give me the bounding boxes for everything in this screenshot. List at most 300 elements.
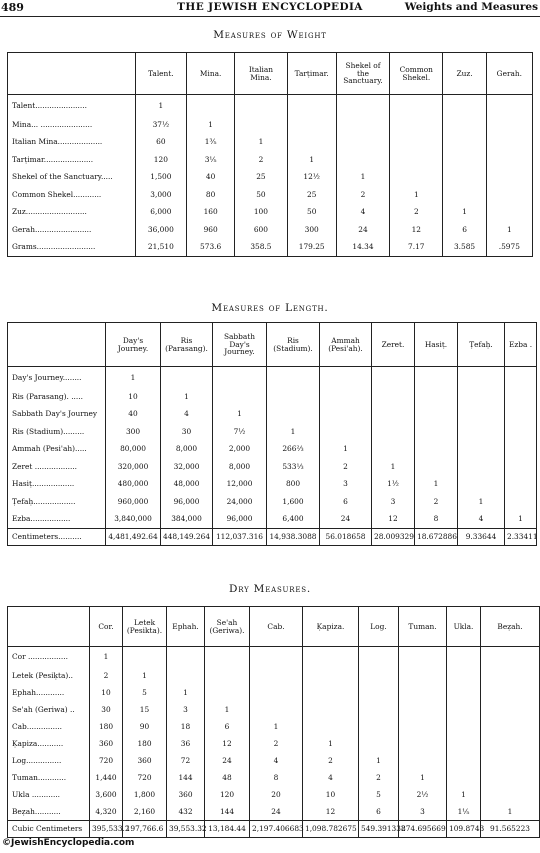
column-header: Day's Journey. xyxy=(106,323,161,367)
table-row xyxy=(8,511,537,529)
cell-value: 1⅕ xyxy=(447,804,481,821)
table-row xyxy=(8,719,540,736)
cell-value xyxy=(481,647,540,668)
row-label: Cubic Centimeters xyxy=(8,821,90,838)
column-header: Common Shekel. xyxy=(390,53,443,95)
row-label: Zeret .................. xyxy=(8,458,106,476)
cell-value xyxy=(443,186,486,204)
cell-value xyxy=(443,134,486,152)
cell-value xyxy=(486,204,532,222)
cell-value: 2,160 xyxy=(123,804,167,821)
cell-value xyxy=(399,685,447,702)
row-label: Common Shekel............ xyxy=(8,186,136,204)
cell-value: 1 xyxy=(135,95,186,117)
cell-value xyxy=(359,736,399,753)
cell-value: 4,481,492.64 xyxy=(106,528,161,546)
table-row xyxy=(8,476,537,494)
cell-value: 6 xyxy=(359,804,399,821)
cell-value: 1 xyxy=(267,423,320,441)
column-header xyxy=(8,53,136,95)
table-row xyxy=(8,406,537,424)
cell-value: 15 xyxy=(123,702,167,719)
cell-value: 96,000 xyxy=(213,511,267,529)
cell-value: 40 xyxy=(106,406,161,424)
cell-value: 96,000 xyxy=(161,493,213,511)
cell-value xyxy=(481,753,540,770)
table-row xyxy=(8,685,540,702)
cell-value xyxy=(213,367,267,389)
cell-value xyxy=(320,388,372,406)
page-header xyxy=(0,0,540,17)
cell-value: 1 xyxy=(250,719,303,736)
row-label: Talent...................... xyxy=(8,95,136,117)
column-header: Cor. xyxy=(90,607,123,647)
cell-value: 36 xyxy=(167,736,205,753)
cell-value: 5 xyxy=(123,685,167,702)
table-row xyxy=(8,186,533,204)
cell-value: 7.17 xyxy=(390,239,443,257)
row-label: Shekel of the Sanctuary..... xyxy=(8,169,136,187)
cell-value xyxy=(390,95,443,117)
cell-value xyxy=(303,685,359,702)
cell-value xyxy=(443,116,486,134)
cell-value xyxy=(167,668,205,685)
cell-value: 3.585 xyxy=(443,239,486,257)
cell-value: 6 xyxy=(205,719,250,736)
cell-value xyxy=(481,770,540,787)
table-row xyxy=(8,221,533,239)
cell-value: 6 xyxy=(443,221,486,239)
column-header: Ris (Parasang). xyxy=(161,323,213,367)
cell-value xyxy=(415,423,458,441)
cell-value: 12,000 xyxy=(213,476,267,494)
cell-value xyxy=(505,476,537,494)
cell-value: 21,510 xyxy=(135,239,186,257)
table-row xyxy=(8,95,533,117)
cell-value: 1,098.782675 xyxy=(303,821,359,838)
cell-value: 1 xyxy=(123,668,167,685)
table-row xyxy=(8,528,537,546)
column-header: Letek (Pesikta). xyxy=(123,607,167,647)
column-header: Tarṭimar. xyxy=(287,53,336,95)
page-number: 489 xyxy=(1,1,24,14)
row-label: Tarṭimar..................... xyxy=(8,151,136,169)
cell-value: 2 xyxy=(320,458,372,476)
cell-value xyxy=(213,388,267,406)
column-header: Sabbath Day's Journey. xyxy=(213,323,267,367)
header-row xyxy=(8,607,540,647)
table-row xyxy=(8,151,533,169)
header-row xyxy=(8,53,533,95)
cell-value: 91.565223 xyxy=(481,821,540,838)
cell-value xyxy=(505,458,537,476)
cell-value xyxy=(390,169,443,187)
cell-value: 13,184.44 xyxy=(205,821,250,838)
cell-value xyxy=(336,134,389,152)
row-label: Ris (Parasang). ..... xyxy=(8,388,106,406)
cell-value: 1,500 xyxy=(135,169,186,187)
cell-value: 360 xyxy=(167,787,205,804)
cell-value xyxy=(486,116,532,134)
table-row xyxy=(8,770,540,787)
cell-value: 12 xyxy=(372,511,415,529)
cell-value: 300 xyxy=(287,221,336,239)
cell-value: 18 xyxy=(167,719,205,736)
row-label: Gerah........................ xyxy=(8,221,136,239)
cell-value: 6,400 xyxy=(267,511,320,529)
cell-value: 80,000 xyxy=(106,441,161,459)
cell-value: 7½ xyxy=(213,423,267,441)
row-label: Ris (Stadium)......... xyxy=(8,423,106,441)
weight-table xyxy=(7,52,533,257)
cell-value xyxy=(336,116,389,134)
table-row xyxy=(8,804,540,821)
cell-value xyxy=(486,95,532,117)
cell-value xyxy=(390,134,443,152)
column-header: Tuman. xyxy=(399,607,447,647)
cell-value: 1 xyxy=(187,116,235,134)
cell-value xyxy=(359,719,399,736)
cell-value xyxy=(505,406,537,424)
cell-value: 39,553.32 xyxy=(167,821,205,838)
cell-value: 1 xyxy=(443,204,486,222)
cell-value: 395,533.2 xyxy=(90,821,123,838)
cell-value: 120 xyxy=(135,151,186,169)
cell-value: 1 xyxy=(390,186,443,204)
cell-value: 30 xyxy=(90,702,123,719)
cell-value: 1 xyxy=(505,511,537,529)
cell-value: 56.018658 xyxy=(320,528,372,546)
cell-value xyxy=(267,406,320,424)
cell-value: 3,600 xyxy=(90,787,123,804)
cell-value xyxy=(372,367,415,389)
cell-value: 3 xyxy=(399,804,447,821)
cell-value xyxy=(505,493,537,511)
cell-value xyxy=(320,406,372,424)
cell-value xyxy=(287,95,336,117)
cell-value: 8,000 xyxy=(161,441,213,459)
column-header: Ukla. xyxy=(447,607,481,647)
cell-value: 1 xyxy=(213,406,267,424)
table-row xyxy=(8,753,540,770)
cell-value: 48 xyxy=(205,770,250,787)
cell-value: 60 xyxy=(135,134,186,152)
table-row xyxy=(8,458,537,476)
cell-value: 1 xyxy=(106,367,161,389)
cell-value: 1 xyxy=(481,804,540,821)
cell-value: 1 xyxy=(399,770,447,787)
cell-value: 2 xyxy=(415,493,458,511)
cell-value: 1 xyxy=(486,221,532,239)
cell-value: 28.009329 xyxy=(372,528,415,546)
cell-value xyxy=(505,388,537,406)
cell-value: 180 xyxy=(123,736,167,753)
cell-value xyxy=(235,116,287,134)
cell-value: 9.33644 xyxy=(458,528,505,546)
cell-value: 1 xyxy=(372,458,415,476)
row-label: Tuman............ xyxy=(8,770,90,787)
row-label: Sabbath Day's Journey xyxy=(8,406,106,424)
column-header: Zeret. xyxy=(372,323,415,367)
row-label: Letek (Pesiḳta).. xyxy=(8,668,90,685)
cell-value: 800 xyxy=(267,476,320,494)
cell-value: 14,938.3088 xyxy=(267,528,320,546)
cell-value: 3⅕ xyxy=(187,151,235,169)
cell-value xyxy=(458,458,505,476)
row-label: Ṭefaḥ.................. xyxy=(8,493,106,511)
cell-value: 4 xyxy=(161,406,213,424)
cell-value: 1,800 xyxy=(123,787,167,804)
cell-value: 197,766.6 xyxy=(123,821,167,838)
table-row xyxy=(8,441,537,459)
table-row xyxy=(8,493,537,511)
cell-value: 573.6 xyxy=(187,239,235,257)
cell-value: 5 xyxy=(359,787,399,804)
cell-value: 4 xyxy=(458,511,505,529)
column-header: Shekel of the Sanctuary. xyxy=(336,53,389,95)
cell-value: 4 xyxy=(250,753,303,770)
cell-value: 4 xyxy=(336,204,389,222)
cell-value: 25 xyxy=(287,186,336,204)
cell-value: 180 xyxy=(90,719,123,736)
row-label: Cab............... xyxy=(8,719,90,736)
table-row xyxy=(8,821,540,838)
cell-value xyxy=(447,685,481,702)
cell-value: 4 xyxy=(303,770,359,787)
cell-value xyxy=(303,719,359,736)
cell-value: 320,000 xyxy=(106,458,161,476)
cell-value xyxy=(447,647,481,668)
cell-value: 4,320 xyxy=(90,804,123,821)
dry-table xyxy=(7,606,540,838)
cell-value xyxy=(505,423,537,441)
cell-value: 120 xyxy=(205,787,250,804)
cell-value: 37½ xyxy=(135,116,186,134)
cell-value xyxy=(505,441,537,459)
cell-value xyxy=(336,95,389,117)
cell-value: 25 xyxy=(235,169,287,187)
cell-value: 360 xyxy=(90,736,123,753)
column-header: Mina. xyxy=(187,53,235,95)
cell-value xyxy=(205,668,250,685)
cell-value: 10 xyxy=(303,787,359,804)
cell-value: 549.391338 xyxy=(359,821,399,838)
cell-value xyxy=(505,367,537,389)
cell-value: 1 xyxy=(447,787,481,804)
cell-value xyxy=(359,668,399,685)
cell-value: 6,000 xyxy=(135,204,186,222)
table-row xyxy=(8,134,533,152)
cell-value: 30 xyxy=(161,423,213,441)
cell-value: 720 xyxy=(90,753,123,770)
cell-value xyxy=(447,668,481,685)
cell-value xyxy=(443,95,486,117)
length-table xyxy=(7,322,537,546)
cell-value: 144 xyxy=(205,804,250,821)
cell-value xyxy=(372,423,415,441)
cell-value xyxy=(359,685,399,702)
cell-value xyxy=(372,388,415,406)
cell-value: 360 xyxy=(123,753,167,770)
table-row xyxy=(8,116,533,134)
cell-value: 1,600 xyxy=(267,493,320,511)
cell-value xyxy=(447,753,481,770)
length-table-title: Measures of Length. xyxy=(211,302,329,314)
cell-value: 3 xyxy=(167,702,205,719)
cell-value xyxy=(123,647,167,668)
cell-value: 24 xyxy=(336,221,389,239)
cell-value: 2 xyxy=(90,668,123,685)
cell-value: 24 xyxy=(250,804,303,821)
cell-value xyxy=(303,668,359,685)
cell-value: 144 xyxy=(167,770,205,787)
cell-value: 14.34 xyxy=(336,239,389,257)
row-label: Cor ................. xyxy=(8,647,90,668)
cell-value: 80 xyxy=(187,186,235,204)
cell-value: 3,840,000 xyxy=(106,511,161,529)
cell-value xyxy=(390,116,443,134)
cell-value xyxy=(447,770,481,787)
cell-value xyxy=(399,753,447,770)
cell-value: 1 xyxy=(90,647,123,668)
cell-value: 112,037.316 xyxy=(213,528,267,546)
cell-value xyxy=(267,367,320,389)
cell-value xyxy=(458,423,505,441)
cell-value xyxy=(443,151,486,169)
cell-value xyxy=(372,406,415,424)
table-row xyxy=(8,787,540,804)
cell-value: 1 xyxy=(458,493,505,511)
cell-value xyxy=(481,736,540,753)
cell-value xyxy=(481,685,540,702)
cell-value xyxy=(399,647,447,668)
cell-value: 2 xyxy=(235,151,287,169)
cell-value: 1,440 xyxy=(90,770,123,787)
cell-value: 1 xyxy=(336,169,389,187)
table-row xyxy=(8,367,537,389)
row-label: Beẓah........... xyxy=(8,804,90,821)
cell-value: 3,000 xyxy=(135,186,186,204)
cell-value xyxy=(486,134,532,152)
cell-value xyxy=(447,736,481,753)
cell-value xyxy=(486,169,532,187)
cell-value: 1 xyxy=(235,134,287,152)
cell-value: 1 xyxy=(359,753,399,770)
cell-value: 1½ xyxy=(372,476,415,494)
cell-value xyxy=(250,702,303,719)
column-header: Talent. xyxy=(135,53,186,95)
cell-value xyxy=(447,702,481,719)
cell-value: 12 xyxy=(205,736,250,753)
weight-table-title: Measures of Weight xyxy=(213,29,327,41)
row-label: Day's Journey........ xyxy=(8,367,106,389)
cell-value: 2,000 xyxy=(213,441,267,459)
column-header: Ezba . xyxy=(505,323,537,367)
table-row xyxy=(8,423,537,441)
cell-value xyxy=(303,647,359,668)
cell-value xyxy=(415,406,458,424)
cell-value: 448,149.264 xyxy=(161,528,213,546)
cell-value: 960 xyxy=(187,221,235,239)
cell-value: 2 xyxy=(303,753,359,770)
table-row xyxy=(8,388,537,406)
cell-value xyxy=(320,367,372,389)
cell-value: 8 xyxy=(415,511,458,529)
table-row xyxy=(8,239,533,257)
row-label: Se'ah (Geriwa) .. xyxy=(8,702,90,719)
column-header xyxy=(8,607,90,647)
column-header xyxy=(8,323,106,367)
cell-value xyxy=(399,736,447,753)
cell-value xyxy=(399,719,447,736)
column-header: Ris (Stadium). xyxy=(267,323,320,367)
cell-value: 50 xyxy=(287,204,336,222)
cell-value: 2 xyxy=(336,186,389,204)
cell-value xyxy=(481,668,540,685)
footer-credit: ©JewishEncyclopedia.com xyxy=(2,838,135,848)
cell-value: 160 xyxy=(187,204,235,222)
row-label: Ammah (Pesi'ah)..... xyxy=(8,441,106,459)
cell-value: 179.25 xyxy=(287,239,336,257)
cell-value: 2.33411 xyxy=(505,528,537,546)
cell-value: 8 xyxy=(250,770,303,787)
cell-value: 720 xyxy=(123,770,167,787)
cell-value xyxy=(359,647,399,668)
cell-value: 6 xyxy=(320,493,372,511)
table-row xyxy=(8,736,540,753)
cell-value: 1⅗ xyxy=(187,134,235,152)
cell-value: 12½ xyxy=(287,169,336,187)
row-label: Ezba................. xyxy=(8,511,106,529)
cell-value: 24 xyxy=(320,511,372,529)
cell-value xyxy=(481,702,540,719)
cell-value: 12 xyxy=(303,804,359,821)
cell-value xyxy=(187,95,235,117)
table-row xyxy=(8,668,540,685)
cell-value: 1 xyxy=(287,151,336,169)
column-header: Ammah (Pesi'ah). xyxy=(320,323,372,367)
cell-value: 1 xyxy=(415,476,458,494)
cell-value xyxy=(415,388,458,406)
cell-value: 1 xyxy=(303,736,359,753)
row-label: Grams......................... xyxy=(8,239,136,257)
cell-value: 40 xyxy=(187,169,235,187)
cell-value xyxy=(458,406,505,424)
cell-value: 480,000 xyxy=(106,476,161,494)
cell-value xyxy=(336,151,389,169)
cell-value: 2½ xyxy=(399,787,447,804)
column-header: Beẓah. xyxy=(481,607,540,647)
cell-value: 2 xyxy=(250,736,303,753)
column-header: Italian Mina. xyxy=(235,53,287,95)
column-header: Hasiṭ. xyxy=(415,323,458,367)
cell-value xyxy=(458,441,505,459)
cell-value: 90 xyxy=(123,719,167,736)
cell-value xyxy=(287,134,336,152)
cell-value xyxy=(458,388,505,406)
cell-value: 432 xyxy=(167,804,205,821)
row-label: Zuz.......................... xyxy=(8,204,136,222)
cell-value: 32,000 xyxy=(161,458,213,476)
row-label: Ephah............ xyxy=(8,685,90,702)
cell-value: 2 xyxy=(390,204,443,222)
column-header: Ephah. xyxy=(167,607,205,647)
cell-value xyxy=(390,151,443,169)
cell-value: .5975 xyxy=(486,239,532,257)
cell-value: 18.672886 xyxy=(415,528,458,546)
cell-value: 1 xyxy=(320,441,372,459)
cell-value: 300 xyxy=(106,423,161,441)
